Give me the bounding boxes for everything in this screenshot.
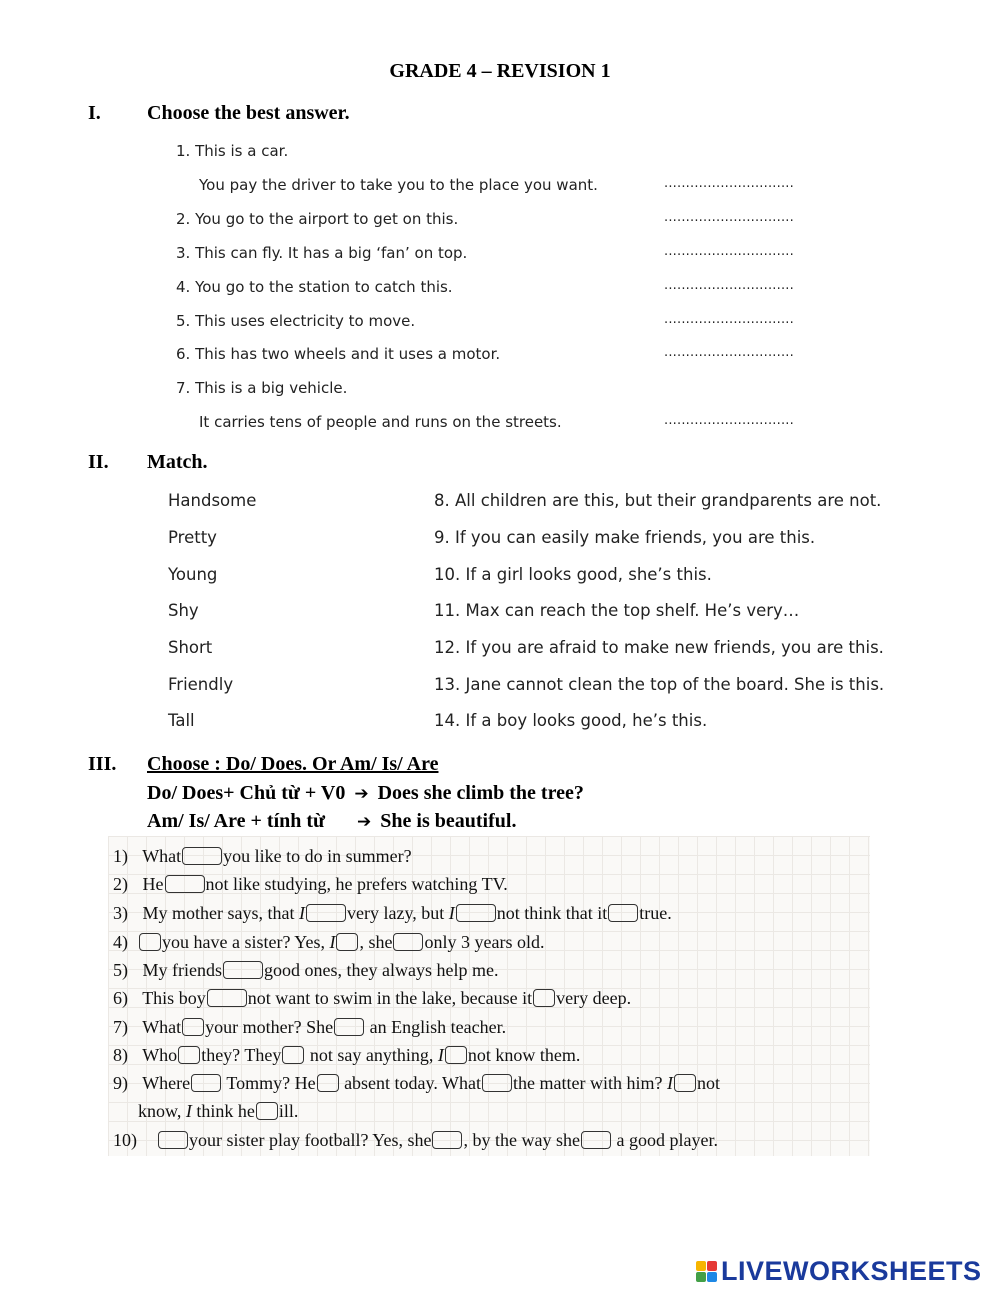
question-line: 6. This has two wheels and it uses a motor. — [176, 345, 501, 363]
rule-formula: Am/ Is/ Are + tính từ — [147, 810, 326, 832]
section-number: II. — [88, 451, 109, 473]
right-arrow-icon: ➔ — [354, 784, 369, 804]
answer-blank[interactable]: .............................. — [664, 176, 794, 191]
question-line: 4. You go to the station to catch this. — [176, 278, 453, 296]
liveworksheets-logo[interactable] — [696, 1255, 982, 1287]
answer-blank[interactable]: .............................. — [664, 244, 794, 259]
answer-box[interactable] — [182, 1018, 204, 1036]
answer-box[interactable] — [158, 1131, 188, 1149]
answer-box[interactable] — [223, 961, 263, 979]
answer-box[interactable] — [334, 1018, 364, 1036]
answer-box[interactable] — [482, 1074, 512, 1092]
exercise-line-1: 1) What you like to do in summer? — [113, 846, 412, 866]
exercise-line-9: 9) Where Tommy? He absent today. What the matter with him? I not — [113, 1073, 721, 1093]
answer-box[interactable] — [674, 1074, 696, 1092]
answer-box[interactable] — [336, 933, 358, 951]
exercise-line-9-cont: know, I think he ill. — [138, 1101, 299, 1121]
answer-box[interactable] — [608, 904, 638, 922]
question-line: 1. This is a car. — [176, 142, 289, 160]
answer-box[interactable] — [191, 1074, 221, 1092]
grammar-rule-do-does — [147, 782, 584, 805]
match-description[interactable]: 10. If a girl looks good, she’s this. — [434, 565, 712, 584]
exercise-line-6: 6) This boy not want to swim in the lake, because it very deep. — [113, 988, 632, 1008]
question-line: 5. This uses electricity to move. — [176, 312, 416, 330]
answer-box[interactable] — [207, 989, 247, 1007]
brand-name: LIVEWORKSHEETS — [721, 1255, 982, 1286]
match-word[interactable]: Young — [168, 565, 218, 584]
match-description[interactable]: 13. Jane cannot clean the top of the board. She is this. — [434, 675, 885, 694]
section-3-heading — [88, 753, 438, 776]
answer-box[interactable] — [533, 989, 555, 1007]
answer-box[interactable] — [445, 1046, 467, 1064]
section-number: III. — [88, 753, 117, 775]
grammar-rule-be — [147, 810, 516, 833]
answer-box[interactable] — [317, 1074, 339, 1092]
exercise-line-7: 7) What your mother? She an English teacher. — [113, 1017, 507, 1037]
answer-blank[interactable]: .............................. — [664, 210, 794, 225]
answer-box[interactable] — [182, 847, 222, 865]
match-word[interactable]: Friendly — [168, 675, 234, 694]
match-description[interactable]: 9. If you can easily make friends, you are this. — [434, 528, 816, 547]
section-2-heading — [88, 451, 208, 474]
question-line: 7. This is a big vehicle. — [176, 379, 348, 397]
exercise-line-2: 2) He not like studying, he prefers watching TV. — [113, 874, 508, 894]
right-arrow-icon: ➔ — [357, 812, 372, 832]
answer-box[interactable] — [139, 933, 161, 951]
liveworksheets-logo-icon — [696, 1261, 717, 1282]
match-word[interactable]: Short — [168, 638, 213, 657]
rule-example: Does she climb the tree? — [377, 782, 584, 804]
answer-blank[interactable]: .............................. — [664, 413, 794, 428]
answer-box[interactable] — [178, 1046, 200, 1064]
section-1-heading — [88, 102, 350, 125]
answer-box[interactable] — [456, 904, 496, 922]
section-title: Choose the best answer. — [147, 102, 350, 124]
answer-box[interactable] — [165, 875, 205, 893]
match-word[interactable]: Pretty — [168, 528, 217, 547]
answer-box[interactable] — [432, 1131, 462, 1149]
answer-box[interactable] — [282, 1046, 304, 1064]
page-title: GRADE 4 – REVISION 1 — [389, 60, 611, 82]
rule-formula: Do/ Does+ Chủ từ + V0 — [147, 782, 346, 804]
match-description[interactable]: 8. All children are this, but their grandparents are not. — [434, 491, 882, 510]
answer-box[interactable] — [256, 1102, 278, 1120]
answer-blank[interactable]: .............................. — [664, 345, 794, 360]
match-description[interactable]: 12. If you are afraid to make new friends, you are this. — [434, 638, 884, 657]
question-line: 2. You go to the airport to get on this. — [176, 210, 459, 228]
question-line: You pay the driver to take you to the place you want. — [199, 176, 598, 194]
exercise-line-4: 4) you have a sister? Yes, I , she only 3 years old. — [113, 932, 545, 952]
answer-blank[interactable]: .............................. — [664, 312, 794, 327]
exercise-line-8: 8) Who they? They not say anything, I not know them. — [113, 1045, 581, 1065]
question-line: It carries tens of people and runs on the streets. — [199, 413, 562, 431]
match-description[interactable]: 14. If a boy looks good, he’s this. — [434, 711, 708, 730]
answer-blank[interactable]: .............................. — [664, 278, 794, 293]
answer-box[interactable] — [581, 1131, 611, 1149]
section-number: I. — [88, 102, 101, 124]
question-line: 3. This can fly. It has a big ‘fan’ on top. — [176, 244, 468, 262]
exercise-line-5: 5) My friends good ones, they always help me. — [113, 960, 499, 980]
exercise-line-3: 3) My mother says, that I very lazy, but I not think that it true. — [113, 903, 672, 923]
answer-box[interactable] — [306, 904, 346, 922]
match-word[interactable]: Shy — [168, 601, 199, 620]
match-word[interactable]: Handsome — [168, 491, 257, 510]
match-description[interactable]: 11. Max can reach the top shelf. He’s very… — [434, 601, 800, 620]
section-title: Match. — [147, 451, 208, 473]
match-word[interactable]: Tall — [168, 711, 195, 730]
exercise-line-10: 10) your sister play football? Yes, she , by the way she a good player. — [113, 1130, 718, 1150]
section-title: Choose : Do/ Does. Or Am/ Is/ Are — [147, 753, 439, 775]
answer-box[interactable] — [393, 933, 423, 951]
rule-example: She is beautiful. — [380, 810, 517, 832]
